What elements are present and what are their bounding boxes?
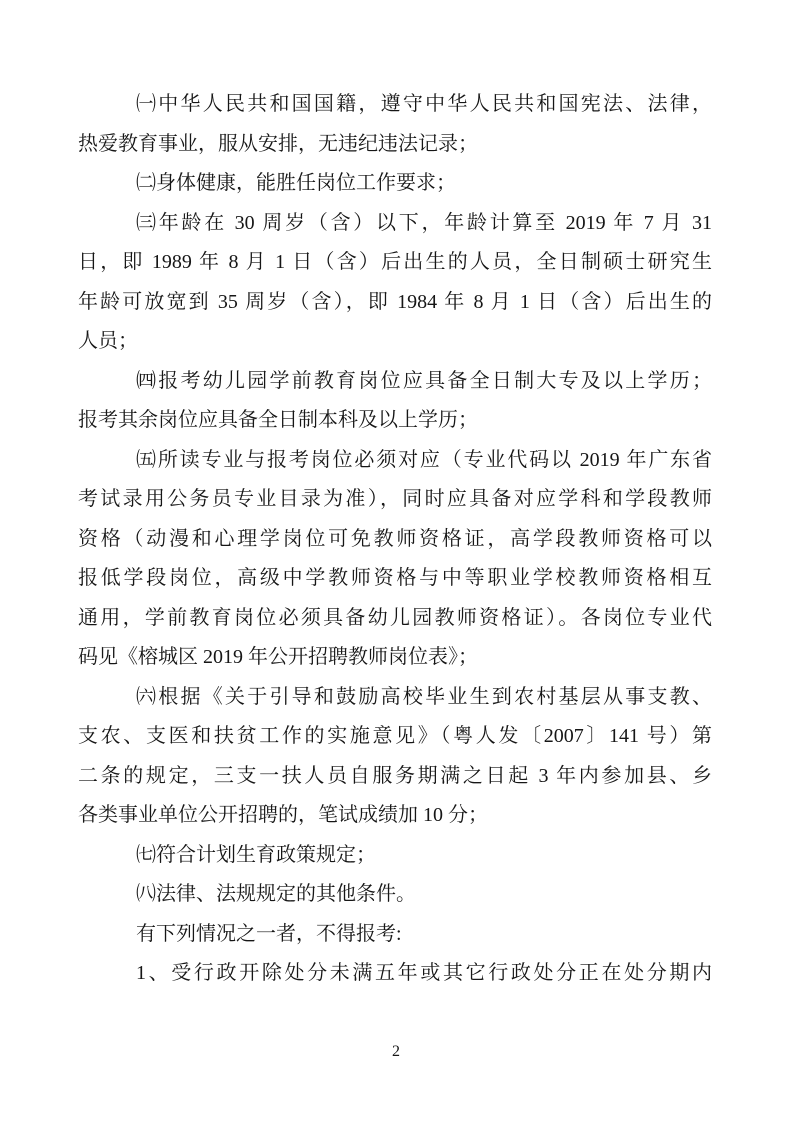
text-line-item-5: ㈤所读专业与报考岗位必须对应（专业代码以 2019 年广东省: [136, 448, 712, 471]
document-body: [78, 85, 712, 994]
text-line-item-8: ㈧法律、法规规定的其他条件。: [136, 883, 416, 905]
text-line-item-2: ㈡身体健康，能胜任岗位工作要求；: [136, 172, 456, 194]
text-line-item-1: ㈠中华人民共和国国籍，遵守中华人民共和国宪法、法律，: [136, 93, 712, 115]
text-line-item-6: 支农、支医和扶贫工作的实施意见》（粤人发〔2007〕141 号）第: [78, 725, 712, 747]
text-line-item-3: 人员；: [78, 330, 138, 352]
text-line-item-4: 报考其余岗位应具备全日制本科及以上学历；: [78, 409, 478, 431]
page-number: 2: [392, 1043, 400, 1060]
text-line-item-1: 热爱教育事业，服从安排，无违纪违法记录；: [78, 132, 478, 155]
text-line-item-3: 年龄可放宽到 35 周岁（含），即 1984 年 8 月 1 日（含）后出生的: [78, 290, 712, 313]
text-line-item-7: ㈦符合计划生育政策规定；: [136, 843, 376, 866]
text-line-no-apply-1: 1、受行政开除处分未满五年或其它行政处分正在处分期内: [136, 962, 712, 984]
text-line-item-5: 通用，学前教育岗位必须具备幼儿园教师资格证）。各岗位专业代: [78, 606, 712, 629]
text-line-item-5: 资格（动漫和心理学岗位可免教师资格证，高学段教师资格可以: [78, 527, 712, 550]
text-line-item-5: 码见《榕城区 2019 年公开招聘教师岗位表》；: [78, 646, 478, 668]
text-line-item-5: 考试录用公务员专业目录为准），同时应具备对应学科和学段教师: [78, 488, 712, 510]
text-line-no-apply-intro: 有下列情况之一者，不得报考:: [136, 922, 402, 945]
text-line-item-5: 报低学段岗位，高级中学教师资格与中等职业学校教师资格相互: [78, 567, 712, 589]
text-line-item-3: 日，即 1989 年 8 月 1 日（含）后出生的人员，全日制硕士研究生: [78, 251, 712, 273]
text-line-item-6: ㈥根据《关于引导和鼓励高校毕业生到农村基层从事支教、: [136, 685, 712, 708]
text-line-item-6: 二条的规定，三支一扶人员自服务期满之日起 3 年内参加县、乡: [78, 764, 712, 787]
text-line-item-6: 各类事业单位公开招聘的，笔试成绩加 10 分；: [78, 804, 488, 826]
text-line-item-4: ㈣报考幼儿园学前教育岗位应具备全日制大专及以上学历；: [136, 369, 712, 392]
text-line-item-3: ㈢年龄在 30 周岁（含）以下，年龄计算至 2019 年 7 月 31: [136, 211, 712, 234]
